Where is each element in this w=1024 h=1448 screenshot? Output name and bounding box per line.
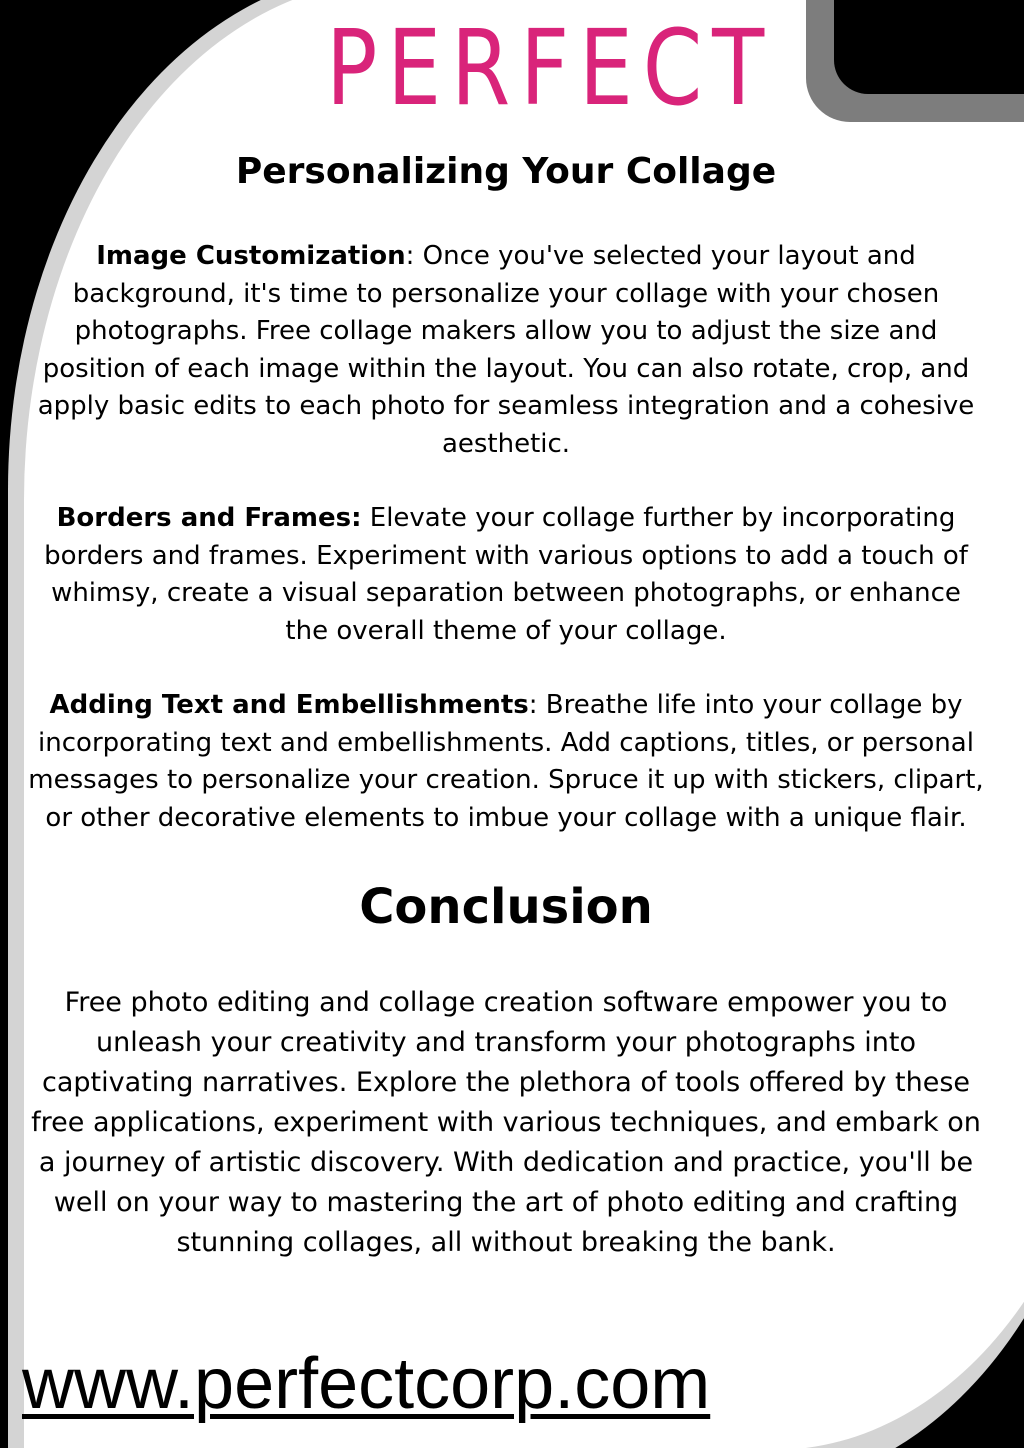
conclusion-paragraph: Free photo editing and collage creation software empower you to unleash your creativity and transform your photographs into captivating narratives. Explore the plethora of tools offered by these free applications, experiment with various techniques, and embark on a journey of artistic discovery. With dedication and practice, you'll be well on your way to mastering the art of photo editing and crafting stunning collages, all without breaking the bank. <box>31 987 981 1258</box>
paragraph-text: Breathe life into your collage by incorporating text and embellishments. Add captions, titles, or personal messages to personalize your creation. Spruce it up with stickers, clipart, or other decorative elements to imbue your collage with a unique flair. <box>28 690 984 833</box>
paragraph-text: Elevate your collage further by incorporating borders and frames. Experiment with various options to add a touch of whimsy, create a visual separation between photographs, or enhance the overall theme of your collage. <box>44 503 968 646</box>
paragraph-text: Once you've selected your layout and background, it's time to personalize your collage with your chosen photographs. Free collage makers allow you to adjust the size and position of each image within the layout. You can also rotate, crop, and apply basic edits to each photo for seamless integration and a cohesive aesthetic. <box>37 241 975 459</box>
website-link[interactable]: www.perfectcorp.com <box>22 1344 711 1424</box>
paragraph-label: Image Customization <box>96 241 406 271</box>
conclusion-heading: Conclusion <box>359 879 653 935</box>
corner-decoration-black <box>834 0 1024 94</box>
main-content <box>26 150 986 1263</box>
paragraph-separator: : <box>528 690 546 720</box>
paragraph-separator: : <box>405 241 423 271</box>
paragraph-label: Borders and Frames: <box>56 503 362 533</box>
brand-logo: PERFECT <box>326 7 775 129</box>
paragraph-separator <box>362 503 370 533</box>
paragraph-image-customization <box>26 238 986 463</box>
paragraph-borders-frames <box>26 500 986 650</box>
paragraph-label: Adding Text and Embellishments <box>49 690 529 720</box>
section-heading: Personalizing Your Collage <box>235 151 777 192</box>
paragraph-text-embellishments <box>26 687 986 837</box>
